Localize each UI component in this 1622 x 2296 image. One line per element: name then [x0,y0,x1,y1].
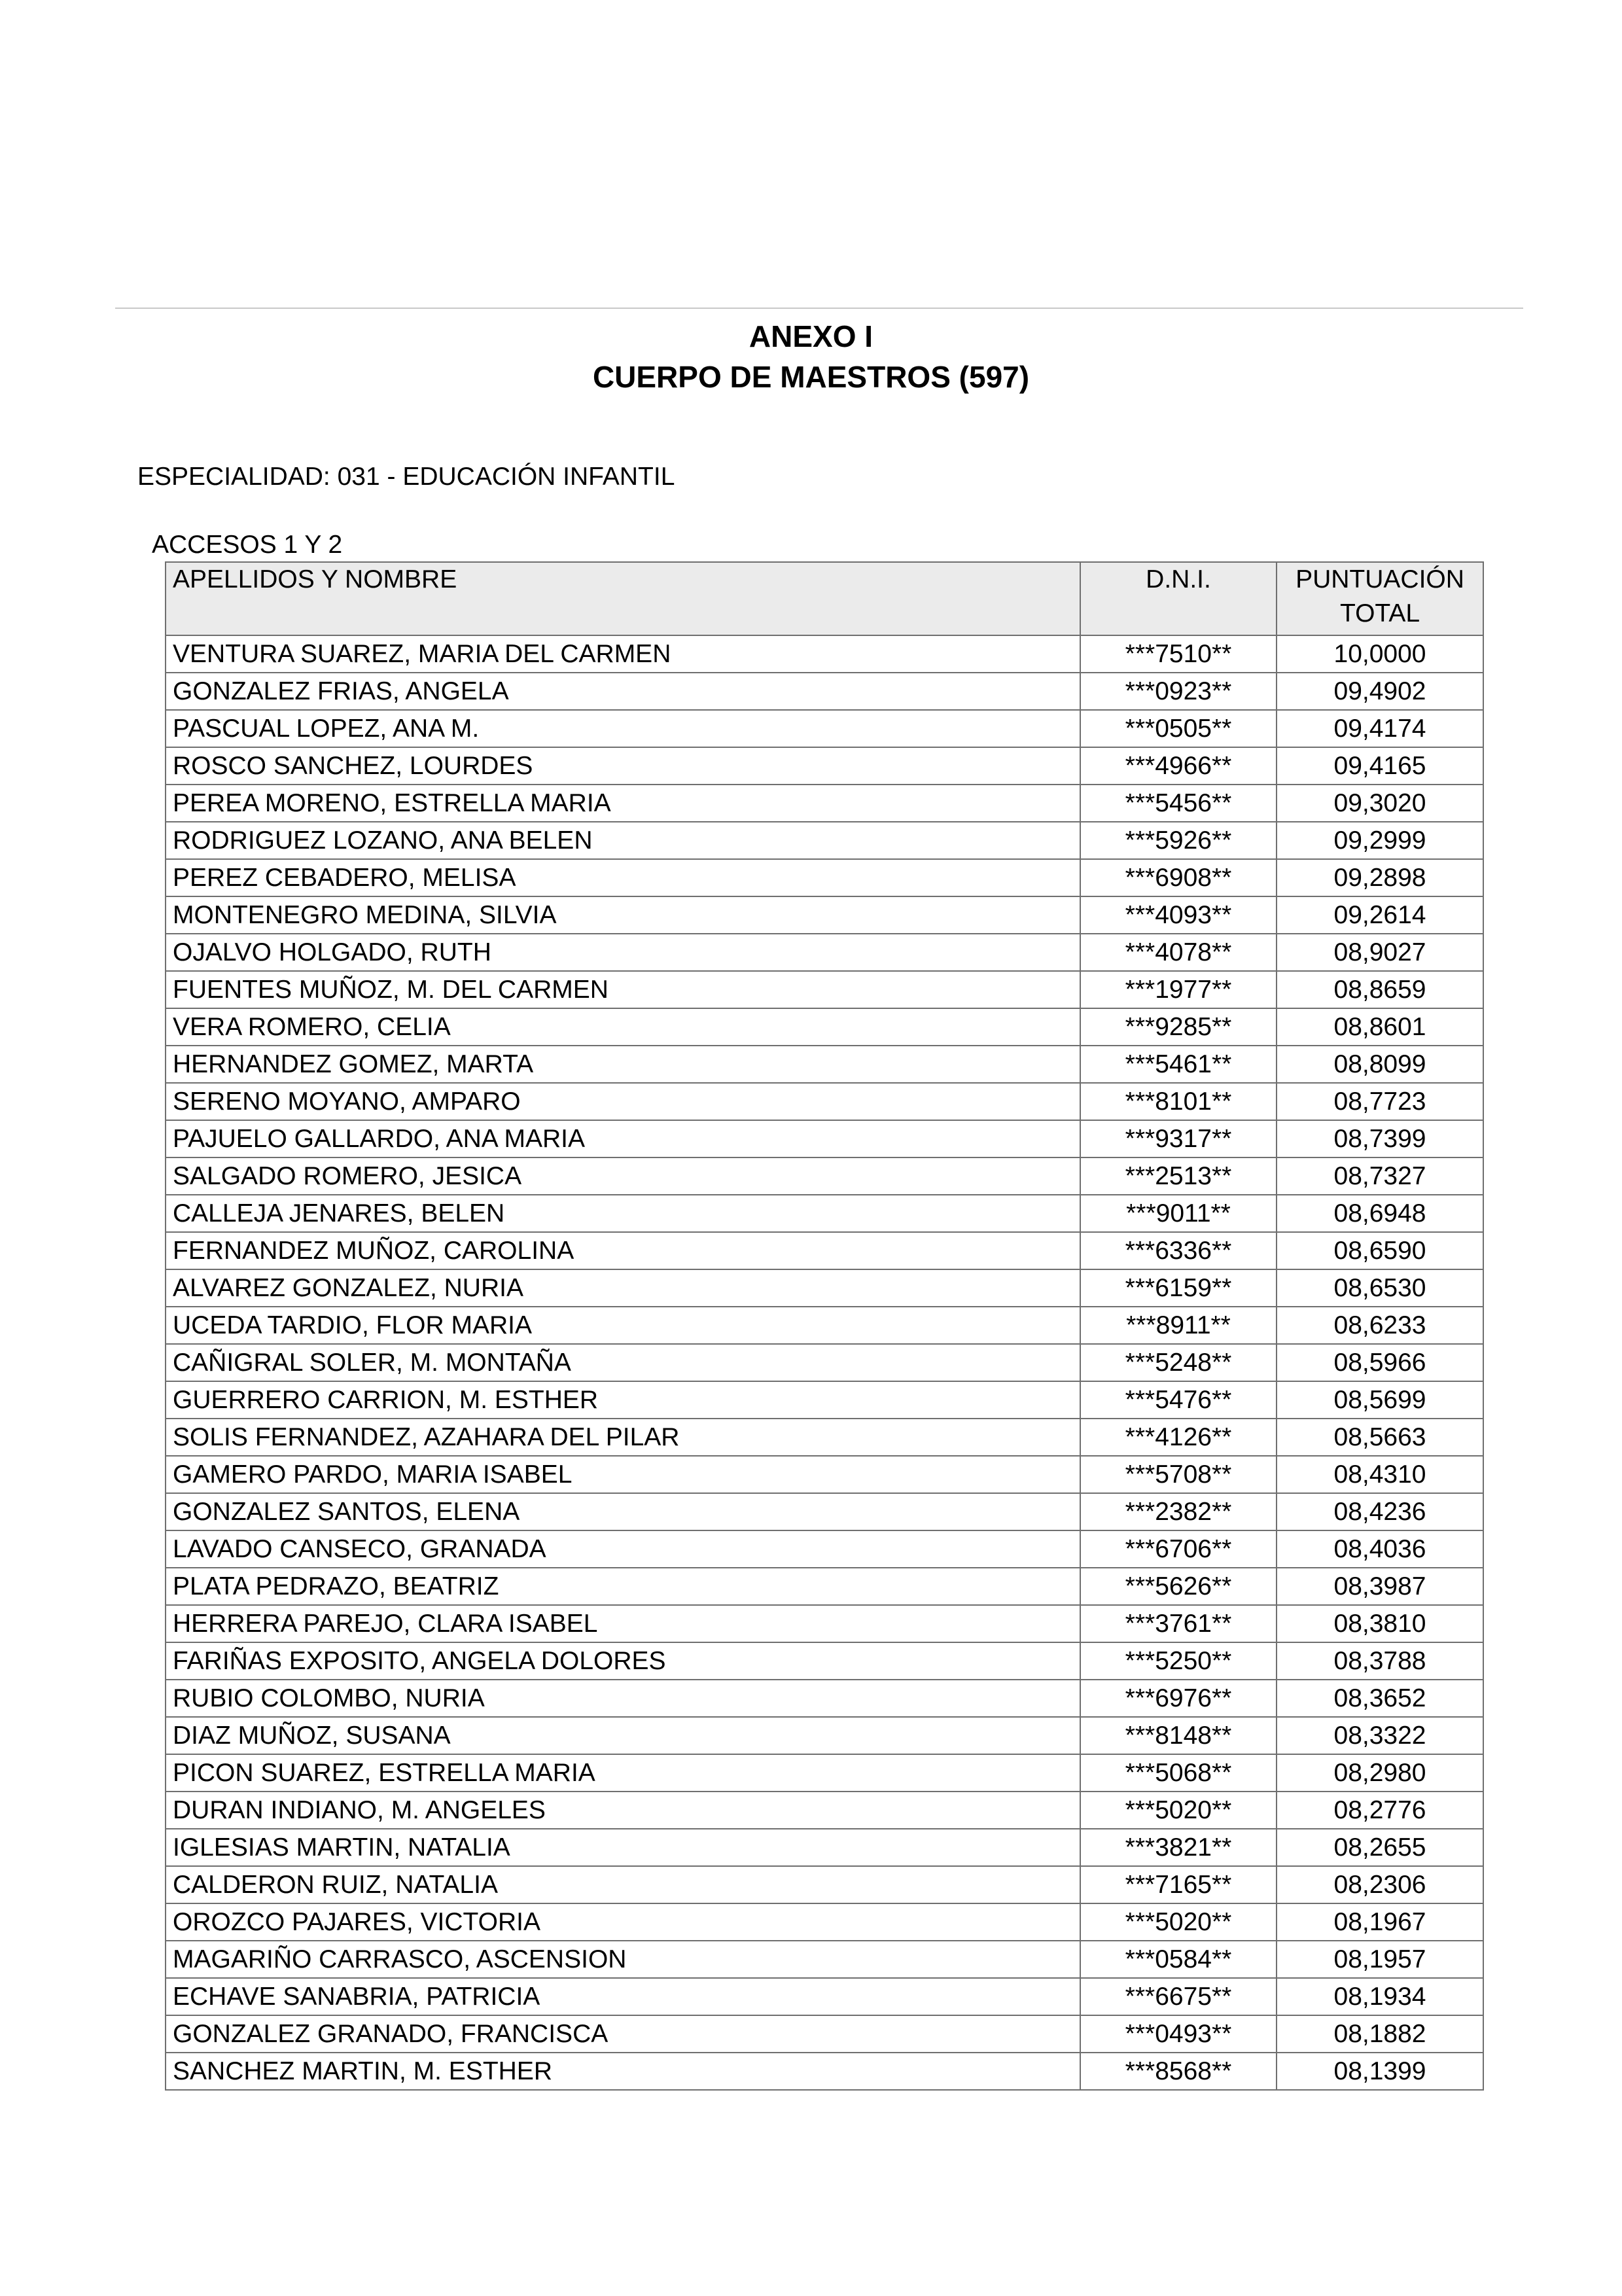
score-cell: 08,6590 [1277,1232,1483,1269]
name-cell: SALGADO ROMERO, JESICA [166,1157,1080,1195]
table-row [166,1344,1483,1381]
table-row [166,1754,1483,1792]
score-cell: 08,8659 [1277,971,1483,1008]
column-header-dni: D.N.I. [1080,562,1277,635]
name-cell: GUERRERO CARRION, M. ESTHER [166,1381,1080,1419]
table-row [166,822,1483,859]
dni-cell: ***0493** [1080,2015,1277,2053]
score-cell: 09,2614 [1277,896,1483,934]
score-cell: 08,1934 [1277,1978,1483,2015]
dni-cell: ***9317** [1080,1120,1277,1157]
table-row [166,1083,1483,1120]
dni-cell: ***4966** [1080,747,1277,785]
score-cell: 08,6530 [1277,1269,1483,1307]
dni-cell: ***3821** [1080,1829,1277,1866]
table-row [166,1568,1483,1605]
score-cell: 08,3788 [1277,1642,1483,1680]
dni-cell: ***6976** [1080,1680,1277,1717]
corps-title: CUERPO DE MAESTROS (597) [592,360,1030,394]
score-cell: 08,2655 [1277,1829,1483,1866]
table-row [166,1046,1483,1083]
table-header-row [166,562,1483,635]
score-cell: 08,3987 [1277,1568,1483,1605]
table-row [166,1307,1483,1344]
table-row [166,1008,1483,1046]
table-row [166,1642,1483,1680]
annex-title: ANEXO I [749,319,873,353]
name-cell: CALDERON RUIZ, NATALIA [166,1866,1080,1903]
dni-cell: ***5476** [1080,1381,1277,1419]
score-cell: 08,1399 [1277,2053,1483,2090]
name-cell: GONZALEZ GRANADO, FRANCISCA [166,2015,1080,2053]
table-row [166,785,1483,822]
dni-cell: ***9011** [1080,1195,1277,1232]
dni-cell: ***7510** [1080,635,1277,673]
dni-cell: ***6159** [1080,1269,1277,1307]
name-cell: UCEDA TARDIO, FLOR MARIA [166,1307,1080,1344]
table-row [166,1605,1483,1642]
score-cell: 08,7723 [1277,1083,1483,1120]
name-cell: DIAZ MUÑOZ, SUSANA [166,1717,1080,1754]
dni-cell: ***5020** [1080,1792,1277,1829]
score-cell: 09,2898 [1277,859,1483,896]
dni-cell: ***8101** [1080,1083,1277,1120]
name-cell: OROZCO PAJARES, VICTORIA [166,1903,1080,1941]
score-cell: 08,9027 [1277,934,1483,971]
score-cell: 08,4310 [1277,1456,1483,1493]
specialty-label: ESPECIALIDAD: 031 - EDUCACIÓN INFANTIL [137,463,675,491]
name-cell: MAGARIÑO CARRASCO, ASCENSION [166,1941,1080,1978]
name-cell: HERNANDEZ GOMEZ, MARTA [166,1046,1080,1083]
score-cell: 08,4236 [1277,1493,1483,1530]
dni-cell: ***4078** [1080,934,1277,971]
name-cell: GAMERO PARDO, MARIA ISABEL [166,1456,1080,1493]
score-cell: 08,5966 [1277,1344,1483,1381]
table-body [166,635,1483,2090]
name-cell: PICON SUAREZ, ESTRELLA MARIA [166,1754,1080,1792]
dni-cell: ***5068** [1080,1754,1277,1792]
name-cell: ALVAREZ GONZALEZ, NURIA [166,1269,1080,1307]
table-row [166,1195,1483,1232]
name-cell: ROSCO SANCHEZ, LOURDES [166,747,1080,785]
score-cell: 08,4036 [1277,1530,1483,1568]
table-row [166,1792,1483,1829]
table-row [166,1680,1483,1717]
table-row [166,2053,1483,2090]
score-cell: 08,6948 [1277,1195,1483,1232]
name-cell: PAJUELO GALLARDO, ANA MARIA [166,1120,1080,1157]
score-cell: 08,6233 [1277,1307,1483,1344]
score-cell: 08,5699 [1277,1381,1483,1419]
table-row [166,859,1483,896]
score-cell: 08,8099 [1277,1046,1483,1083]
dni-cell: ***0584** [1080,1941,1277,1978]
dni-cell: ***2513** [1080,1157,1277,1195]
table-row [166,673,1483,710]
dni-cell: ***5020** [1080,1903,1277,1941]
table-row [166,2015,1483,2053]
dni-cell: ***7165** [1080,1866,1277,1903]
dni-cell: ***1977** [1080,971,1277,1008]
table-row [166,1381,1483,1419]
score-cell: 09,4174 [1277,710,1483,747]
name-cell: CALLEJA JENARES, BELEN [166,1195,1080,1232]
score-cell: 09,4165 [1277,747,1483,785]
score-cell: 08,5663 [1277,1419,1483,1456]
column-header-name: APELLIDOS Y NOMBRE [166,562,1080,635]
table-row [166,1717,1483,1754]
column-header-score-line2: TOTAL [1339,599,1420,627]
name-cell: SERENO MOYANO, AMPARO [166,1083,1080,1120]
name-cell: SANCHEZ MARTIN, M. ESTHER [166,2053,1080,2090]
name-cell: FARIÑAS EXPOSITO, ANGELA DOLORES [166,1642,1080,1680]
score-cell: 09,4902 [1277,673,1483,710]
score-cell: 08,2306 [1277,1866,1483,1903]
name-cell: DURAN INDIANO, M. ANGELES [166,1792,1080,1829]
dni-cell: ***6908** [1080,859,1277,896]
table-row [166,971,1483,1008]
dni-cell: ***2382** [1080,1493,1277,1530]
name-cell: FUENTES MUÑOZ, M. DEL CARMEN [166,971,1080,1008]
dni-cell: ***4126** [1080,1419,1277,1456]
score-cell: 08,1882 [1277,2015,1483,2053]
table-row [166,710,1483,747]
table-row [166,896,1483,934]
table-row [166,1157,1483,1195]
dni-cell: ***8148** [1080,1717,1277,1754]
name-cell: OJALVO HOLGADO, RUTH [166,934,1080,971]
table-row [166,1829,1483,1866]
score-cell: 08,7399 [1277,1120,1483,1157]
score-cell: 08,8601 [1277,1008,1483,1046]
dni-cell: ***6336** [1080,1232,1277,1269]
dni-cell: ***4093** [1080,896,1277,934]
column-header-score [1277,562,1483,635]
table-row [166,1903,1483,1941]
header-rule [115,308,1523,309]
dni-cell: ***8911** [1080,1307,1277,1344]
name-cell: FERNANDEZ MUÑOZ, CAROLINA [166,1232,1080,1269]
name-cell: SOLIS FERNANDEZ, AZAHARA DEL PILAR [166,1419,1080,1456]
score-cell: 08,3652 [1277,1680,1483,1717]
score-cell: 08,2776 [1277,1792,1483,1829]
name-cell: VENTURA SUAREZ, MARIA DEL CARMEN [166,635,1080,673]
dni-cell: ***5461** [1080,1046,1277,1083]
name-cell: PEREA MORENO, ESTRELLA MARIA [166,785,1080,822]
results-table [165,561,1484,2091]
name-cell: HERRERA PAREJO, CLARA ISABEL [166,1605,1080,1642]
dni-cell: ***5626** [1080,1568,1277,1605]
table-row [166,934,1483,971]
dni-cell: ***9285** [1080,1008,1277,1046]
name-cell: ECHAVE SANABRIA, PATRICIA [166,1978,1080,2015]
score-cell: 08,3810 [1277,1605,1483,1642]
score-cell: 09,3020 [1277,785,1483,822]
dni-cell: ***5708** [1080,1456,1277,1493]
name-cell: GONZALEZ FRIAS, ANGELA [166,673,1080,710]
score-cell: 08,7327 [1277,1157,1483,1195]
dni-cell: ***5250** [1080,1642,1277,1680]
name-cell: GONZALEZ SANTOS, ELENA [166,1493,1080,1530]
dni-cell: ***5926** [1080,822,1277,859]
name-cell: VERA ROMERO, CELIA [166,1008,1080,1046]
score-cell: 09,2999 [1277,822,1483,859]
name-cell: CAÑIGRAL SOLER, M. MONTAÑA [166,1344,1080,1381]
name-cell: RUBIO COLOMBO, NURIA [166,1680,1080,1717]
dni-cell: ***0505** [1080,710,1277,747]
dni-cell: ***6675** [1080,1978,1277,2015]
table-row [166,1493,1483,1530]
table-row [166,1269,1483,1307]
table-row [166,1866,1483,1903]
dni-cell: ***5456** [1080,785,1277,822]
name-cell: LAVADO CANSECO, GRANADA [166,1530,1080,1568]
score-cell: 08,1967 [1277,1903,1483,1941]
score-cell: 08,3322 [1277,1717,1483,1754]
dni-cell: ***5248** [1080,1344,1277,1381]
table-row [166,1419,1483,1456]
table-row [166,1941,1483,1978]
table-row [166,635,1483,673]
table-row [166,1120,1483,1157]
table-row [166,1456,1483,1493]
dni-cell: ***0923** [1080,673,1277,710]
table-row [166,1978,1483,2015]
access-label: ACCESOS 1 Y 2 [152,531,343,559]
name-cell: RODRIGUEZ LOZANO, ANA BELEN [166,822,1080,859]
name-cell: PASCUAL LOPEZ, ANA M. [166,710,1080,747]
name-cell: MONTENEGRO MEDINA, SILVIA [166,896,1080,934]
score-cell: 10,0000 [1277,635,1483,673]
score-cell: 08,1957 [1277,1941,1483,1978]
table-row [166,747,1483,785]
dni-cell: ***3761** [1080,1605,1277,1642]
column-header-score-line1: PUNTUACIÓN [1296,565,1464,593]
table-row [166,1530,1483,1568]
dni-cell: ***8568** [1080,2053,1277,2090]
name-cell: IGLESIAS MARTIN, NATALIA [166,1829,1080,1866]
name-cell: PEREZ CEBADERO, MELISA [166,859,1080,896]
name-cell: PLATA PEDRAZO, BEATRIZ [166,1568,1080,1605]
score-cell: 08,2980 [1277,1754,1483,1792]
table-row [166,1232,1483,1269]
dni-cell: ***6706** [1080,1530,1277,1568]
